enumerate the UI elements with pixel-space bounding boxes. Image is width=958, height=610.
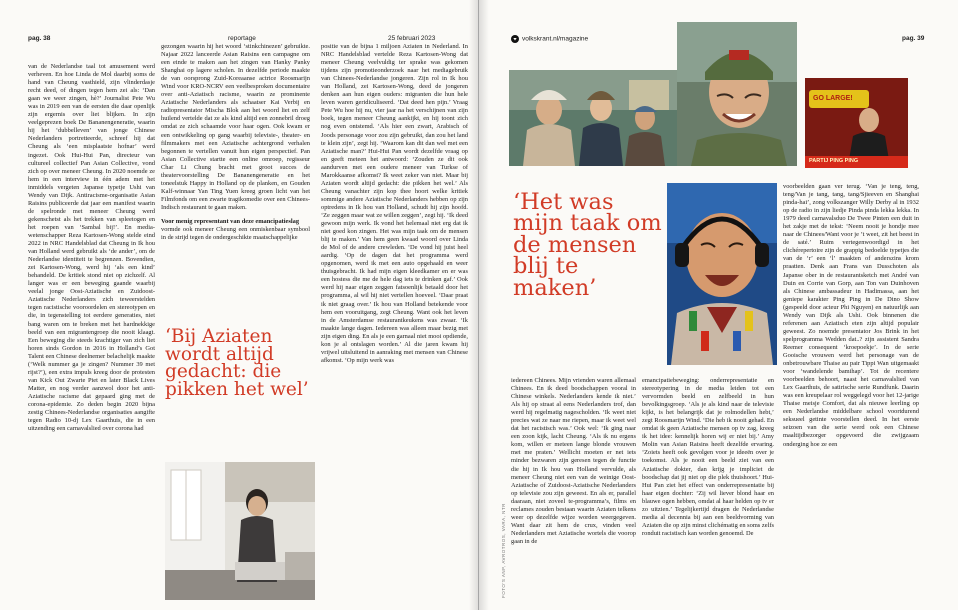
column-text: positie van de bijna 1 miljoen Aziaten in Nederland. In NRC Handelsblad vertelde Reza Kartosen-Wong dat meneer Cheung veelvuldig ter sprake was gekomen tijdens zijn promotieonderzoek naar het mediagebruik van Chinees-Nederlandse jongeren. Zijn rol in Ik hou van Holland, zei Kartosen-Wong, deed de jongeren denken aan hun eigen ouders: migranten die hun hele leven waren geridiculiseerd. ‘Dat deed hen pijn.’ Vraag Pete Wu hoe hij nu, vier jaar na het verschijnen van zijn boek, tegen meneer Cheung aankijkt, en hij toont zich nog even ontstemd. ‘Als hier een zwart, Arabisch of Joods personage voor zou zijn gebruikt, dan zou het land te klein zijn’, zegt hij. ‘Waarom kan dit dan wel met een Aziatische man?’ Hui-Hui Pan wordt dezelfde vraag op en geeft meteen het antwoord: ‘Zouden ze dit ook aandurven met een oudere meneer van Turkse of Marokkaanse afkomst? Ik weet zeker van niet. Maar bij Aziaten wordt altijd gedacht: die pikken het wel.’ Als Cheung vanachter zijn kop thee hoort welke kritiek sommige andere Aziatische Nederlanders hebben op zijn optredens in Ik hou van Holland, schudt hij zijn hoofd. ‘Ze zeggen maar wat ze willen zeggen’, zegt hij. ‘Ik deed gewoon mijn werk. Ik vond het helemaal niet erg dat ik niet goed kon zingen. Het was mijn taak om de mensen blij te maken.’ Van hem geen kwaad woord over Linda de Mol of de andere crewleden. ‘De vond hij juist heel aardig. ‘Op de dagen dat het programma werd opgenomen, werd ik met een auto opgehaald en weer thuisgebracht. Ik had mijn eigen kleedkamer en er was een hostess die me de hele dag iets te drinken gaf.’ Ook werd hij naar eigen zeggen fatsoenlijk betaald door het programma, al wil hij niet vertellen hoeveel. ‘Daar praat ik niet graag over.’ Ik hou van Holland betekende voor hem een vooruitgang, zegt Cheung. Want ook het leven in de Amsterdamse restaurantkeukens was zwaar. ‘Ik maakte lange dagen. Iedereen was alleen maar bezig met zijn eigen ding. En als je een garnaal niet mooi opdiende, kon je al ontslagen worden.’ Al die jaren kwam hij vrijwel uitsluitend in aanraking met mensen van Chinese afkomst. ‘Op mijn werk was	[321, 43, 468, 364]
man-cap-illustration	[677, 22, 797, 166]
photo-tv-still-trio	[509, 70, 677, 166]
article-column-4	[511, 377, 636, 600]
stage-banner-text: PARTIJ PING PING	[809, 158, 859, 164]
photo-cheung-bedroom	[165, 462, 315, 600]
photo-man-cap	[677, 22, 797, 166]
column-text: gezongen waarin hij het woord ‘stinkchinezen’ gebruikte. Najaar 2022 lanceerde Asian Raisins een campagne om een einde te maken aan het zingen van Hanky Panky Shanghai op lagere scholen. In dezelfde periode maakte de van oorsprong Zuid-Koreaanse actrice Roosmarijn Wind voor KRO-NCRV een veelbesproken documentaire over anti-Aziatisch racisme, waarin ze prominente Aziatische Nederlanders als schaatser Kai Verbij en radiopresentator Mischa Blok aan het woord liet en zelf huilend vertelde dat ze als kind altijd een zonnebril droeg omdat ze zich schaamde voor haar ogen. Ook kwam er een ontwikkeling op gang waarbij televisie-, theater- en filmmakers met een Aziatische achtergrond verhalen begonnen te vertellen vanuit hun eigen perspectief. Pan Asian Collective startte een online omroep, regisseur Char Li Chung bracht met groot succes de theatervoorstelling De Bananengeneratie en het toneelstuk Happy in Holland op de planken, en Gouden Kalf-winnaar Yan Ting Yuen kreeg groen licht van het Filmfonds om een zwarte tragikomedie over een Chinees-Indisch restaurant te gaan maken.	[161, 43, 310, 211]
article-column-2	[161, 43, 310, 293]
page-right	[479, 0, 958, 610]
article-column-3	[321, 43, 468, 600]
pull-quote-left: ‘Bij Aziaten wordt altijd gedacht: die pikken het wel’	[165, 326, 309, 400]
issue-date: 25 februari 2023	[388, 35, 436, 42]
stage-sign-text: GO LARGE!	[813, 95, 853, 102]
page-number-left: pag. 38	[28, 35, 51, 42]
page-number-right: pag. 39	[902, 35, 925, 42]
photo-credit: FOTO’S ANP, AVROTROS, VARA, NTR	[501, 503, 506, 598]
spine-shadow-right	[479, 0, 489, 610]
column-text: voorbeelden gaan ver terug. ‘Van je teng, teng, teng/Van je tang, tang, tang/Sjieeven en Shanghai pinda-hai’, zong volkszanger Willy Derby al in 1932 op de radio in zijn liedje Pinda pinda lekka lekka. In 1979 deed carnavalsduo De Twee Pinten een duit in het zakje met de tekst: ‘Neem nooit je hondje mee naar de Chinees/Want voor je ’t weet, zit het beest in de saté.’ Ruim vertegenwoordigd in het clichérepertoire zijn de grappig bedoelde typetjes die van de ‘r’ een ‘l’ maakten of anderszins krom praatten. Denk aan Frans van Dusschoten als Japanse ober in de restaurantsketch met André van Duin en Corrie van Gorp, aan Ton van Duinhoven als Chinese ambassadeur in Hadimassa, aan het geniepe karakter Ping Ping in De Dino Show (gespeeld door acteur Phi Nguyen) en natuurlijk aan Wendy van Dijk als Ushi. Ook binnenen die referenen aan Aziatisch eten zijn altijd populair geweest. Zo noemde presentator Jos Brink in het spelprogramma Wedden dat..? zijn assistent Sandra Reemer consequent ‘kroepoekje’. In de serie Gooische vrouwen werd het personage van de onbetrouwbare Thaise au pair Tippi Wan uitgemaakt voor ‘wandelende bamihap’. Tot de recentere voorbeelden behoort, naast het carnavalslied van Lex Gaarthuis, de satirische serie Rundfunk. Daarin was een kreupelaar rol weggelegd voor het 12-jarige Thaise meisje Comfort, dat als nieuwe leerling op een Nederlandse middelbare school voortdurend seksueel getinte voorstellen deed. In het eerste seizoen van die serie werd ook een Chinese maaltijdbezorger opgevoerd die zwijgzaam onderging hoe ze een	[783, 183, 919, 448]
stage-illustration	[805, 78, 908, 168]
volkskrant-logo-icon	[511, 35, 519, 43]
headphones-illustration	[667, 183, 777, 365]
site-url-text: volkskrant.nl/magazine	[522, 35, 589, 43]
article-column-5	[642, 377, 774, 600]
photo-stage-banner	[805, 78, 908, 168]
column-subheading: Voor menig representant van deze emancipatieslag	[161, 217, 300, 225]
tv-still-illustration	[509, 70, 677, 166]
spine-shadow-left	[469, 0, 479, 610]
article-column-6	[783, 183, 919, 600]
site-url	[511, 35, 588, 43]
bedroom-photo-illustration	[165, 462, 315, 600]
column-text: emancipatiebeweging: onderrepresentatie en stereotypering in de media leiden tot een vervormden beeld en zelfbeeld in hun bevolkingsgroep. ‘Als je als kind naar de televisie kijkt, is het belangrijk dat je rolmodellen hebt,’ zegt Roosmarijn Wind. ‘Die heb ik nooit gehad. En omdat ik geen Aziatische mensen op tv zag, kreeg ik het idee: kennelijk horen wij er niet bij.’ Amy Molin van Asian Raisins heeft dezelfde ervaring. ‘Zoiets heeft ook gevolgen voor je ideeën over je toekomst. Als je nooit een beeld ziet van een Aziatische dokter, dan krijg je impliciet de boodschap dat jij niet op die plek thuishoort.’ Hui-Hui Pan ziet het effect van onderrepresentatie bij haar eigen dochter: ‘Zij wil liever blond haar en blauwe ogen hebben, omdat al haar helden op tv er zo uitzien.’ Tegelijkertijd dragen de Nederlandse media al decennia bij aan een beeldvorming van Aziaten die op zijn minst clichématig en soms zelfs ronduit racistisch kan worden genoemd. De	[642, 377, 774, 537]
pull-quote-right: ‘Het was mijn taak om de mensen blij te maken’	[513, 189, 662, 301]
section-label: reportage	[228, 35, 256, 42]
column-text: iedereen Chinees. Mijn vrienden waren allemaal Chinees. En ik deed boodschappen vooral in Chinese winkels. Nederlanders kende ik niet.’ Als hij op straat al eens Nederlanders trof, dan werd hij regelmatig nagescholden. ‘Ik weet niet precies wat ze naar me riepen, maar ik weet wel dat het racistisch was.’ Ook wel: ‘Ik ging naar een zoon kijk, lacht Cheung. ‘Als ik nu ergens kom, willen er meteen lange blonde vrouwen met me praten.’ Wellicht moeten er net iets minder bezwaren zijn geresen tegen de functie die hij in Ik hou van Holland vervulde, als meneer Cheung niet een van de weinige Oost-Aziatische of Zuidoost-Aziatische Nederlanders op televisie zou zijn geweest. En als er, parallel daaraan, niet zoveel te-programma’s, films en reclames zouden bestaan waarin Aziaten telkens weer op dezelfde wijze worden weergegeven. Want daar zit hem de crux, vinden veel Nederlanders met Aziatische wortels die voorop gaan in de	[511, 377, 636, 545]
column-text: van de Nederlandse taal tot amusement werd verheven. En hoe Linda de Mol daarbij soms de hand van Cheung vasthield, zijn vlinderdasje recht deed, of dingen tegen hem zei als: ‘Dan gaan we weer zingen, hè?’ Journalist Pete Wu was in 2019 een van de eersten die daar openlijk zijn ergernis over liet blijken. In zijn veelgeprezen boek De Bananengeneratie, waarin hij het ‘dubbelleven’ van jonge Chinese Nederlanders portretteerde, schreef hij dat Cheung als ‘een misplaatste hofnar’ werd ingezet. Ook Hui-Hui Pan, directeur van cultureel collectief Pan Asian Collective, vond zich op over meneer Cheung. In 2020 noemde ze hem in een interview in één adem met het inmiddels vergeten Japanse typetje Ushi van Wendy van Dijk. Antiracisme-organisatie Asian Raisins publiceerde dat jaar een manifest waarin de spelronde met meneer Cheung werd gekenschetst als het trekken van spleetogen en het roepen van ‘Sambal bij!’. En media-wetenschapper Reza Kartosen-Wong stelde eind 2022 in NRC Handelsblad dat Cheung in Ik hou van Holland werd gebruikt als ‘de ander’, om de Nederlandse identiteit te begrenzen. Bovendien, zei Kartosen-Wong, werd hij ‘als een kind’ behandeld. De kritiek stond niet op zichzelf. Al langer was er een beweging gaande waarbij veelal jonge Oost-Aziatische en Zuidoost-Aziatische Nederlanders zich teweerstelden tegen racistische vooroordelen en stereotypen en die, in tegenstelling tot eerdere generaties, niet bang waren om te breken met het hardnekkige beeld van een migrantengroep die nooit klaagt. Een beweging die steeds krachtiger van zich liet horen sinds Gordon in 2016 in Holland’s Got Talent een Chinese deelnemer belachelijk maakte (‘Welk nummer ga je zingen? Nummer 39 met rijst?’), een extra impuls kreeg door de protesten van Kick Out Zwarte Piet en later Black Lives Matter, en nog verder aanzwol door het anti-Aziatische racisme dat gepaard ging met de corona-epidemie. Zo deden begin 2020 bijna zestig Chinees-Nederlandse organisaties aangifte tegen Radio 10-dj Lex Gaarthuis, die in een uitzending een carnavalslied over corona had	[28, 63, 155, 433]
photo-cheung-headphones	[667, 183, 777, 365]
article-column-1	[28, 63, 155, 595]
column-text: vormde ook meneer Cheung een onmiskenbaar symbool in de strijd tegen de ondergeschikte maatschappelijke	[161, 226, 310, 242]
